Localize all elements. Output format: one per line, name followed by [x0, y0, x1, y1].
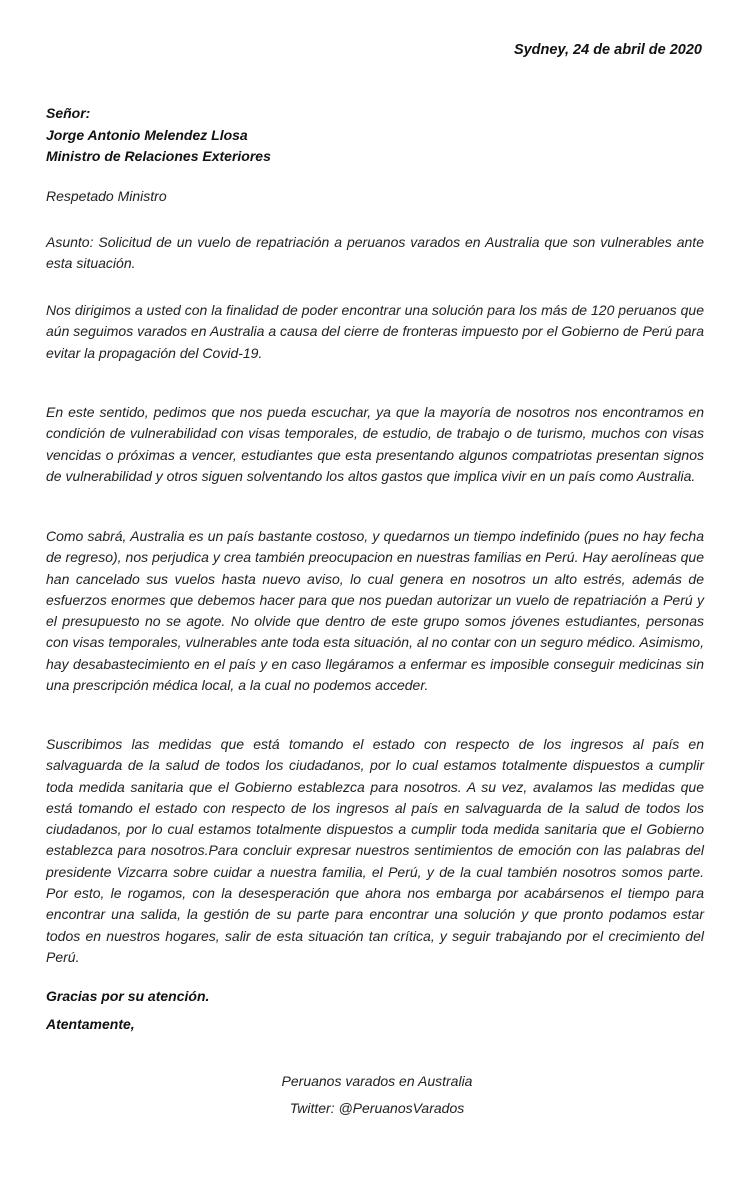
body-paragraph-2: En este sentido, pedimos que nos pueda escuchar, ya que la mayoría de nosotros nos encontramos en condición de vulnerabilidad con visas temporales, de estudio, de trabajo o de turismo, muchos con visas vencidas o próximas a vencer, estudiantes que esta presentando algunos compatriotas presentan signos de vulnerabilidad y otros siguen solventando los altos gastos que implica vivir en un país como Australia.	[46, 404, 704, 484]
body-paragraph-1: Nos dirigimos a usted con la finalidad de poder encontrar una solución para los más de 120 peruanos que aún seguimos varados en Australia a causa del cierre de fronteras impuesto por el Gobierno de Perú para evitar la propagación del Covid-19.	[46, 302, 704, 361]
body-paragraph-3: Como sabrá, Australia es un país bastante costoso, y quedarnos un tiempo indefinido (pues no hay fecha de regreso), nos perjudica y crea también preocupacion en nuestras familias en Perú. Hay aerolíneas que han cancelado sus vuelos hasta nuevo aviso, lo cual genera en nosotros un alto estrés, además de esfuerzos enormes que debemos hacer para que nos puedan autorizar un vuelo de repatriación a Perú y el presupuesto no se agote. No olvide que dentro de este grupo somos jóvenes estudiantes, personas con visas temporales, vulnerables ante toda esta situación, al no contar con un seguro médico. Asimismo, hay desabastecimiento en el país y en caso llegáramos a enfermar es imposible conseguir medicinas sin una prescripción médica local, a la cual no podemos acceder.	[46, 528, 704, 694]
thanks-line: Gracias por su atención.	[46, 988, 210, 1004]
signature-group: Peruanos varados en Australia	[281, 1073, 473, 1089]
greeting: Respetado Ministro	[46, 188, 167, 204]
subject-line: Asunto: Solicitud de un vuelo de repatriación a peruanos varados en Australia que son vulnerables ante esta situación.	[46, 234, 704, 272]
signature-block	[0, 1068, 754, 1122]
valediction: Atentamente,	[46, 1016, 135, 1032]
addressee-position: Ministro de Relaciones Exteriores	[46, 148, 271, 164]
body-paragraph-4: Suscribimos las medidas que está tomando el estado con respecto de los ingresos al país en salvaguarda de la salud de todos los ciudadanos, por lo cual estamos totalmente dispuestos a cumplir toda medida sanitaria que el Gobierno establezca para nosotros. A su vez, avalamos las medidas que está tomando el estado con respecto de los ingresos al país en salvaguarda de la salud de todos los ciudadanos, por lo cual estamos totalmente dispuestos a cumplir toda medida sanitaria que el Gobierno establezca para nosotros.Para concluir expresar nuestros sentimientos de emoción con las palabras del presidente Vizcarra sobre cuidar a nuestra familia, el Perú, y de la cual también nosotros somos parte. Por esto, le rogamos, con la desesperación que ahora nos embarga por acabársenos el tiempo para encontrar una salida, la gestión de su parte para encontrar una solución y que pronto podamos estar todos en nuestros hogares, salir de esta situación tan crítica, y seguir trabajando por el crecimiento del Perú.	[46, 736, 704, 965]
signature-twitter: Twitter: @PeruanosVarados	[289, 1100, 465, 1116]
addressee-title: Señor:	[46, 105, 91, 121]
addressee-block	[46, 103, 271, 168]
letter-date: Sydney, 24 de abril de 2020	[513, 42, 702, 58]
addressee-name: Jorge Antonio Melendez Llosa	[46, 126, 248, 143]
